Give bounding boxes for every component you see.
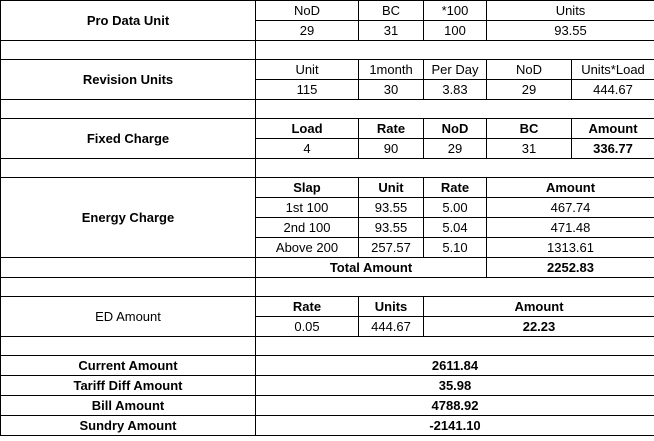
summary-label-current-amount: Current Amount bbox=[1, 356, 256, 376]
fixed-charge-label: Fixed Charge bbox=[1, 119, 256, 159]
fixed-charge-header-rate: Rate bbox=[359, 119, 424, 139]
fixed-charge-header-nod: NoD bbox=[424, 119, 487, 139]
energy-slap: 1st 100 bbox=[256, 198, 359, 218]
fixed-charge-load: 4 bbox=[256, 139, 359, 159]
summary-value-tariff-diff: 35.98 bbox=[256, 376, 654, 396]
energy-rate: 5.04 bbox=[424, 218, 487, 238]
spacer-row bbox=[1, 159, 654, 178]
pro-data-label: Pro Data Unit bbox=[1, 1, 256, 41]
energy-total-label: Total Amount bbox=[256, 258, 487, 278]
pro-data-header-bc: BC bbox=[359, 1, 424, 21]
summary-label-sundry-amount: Sundry Amount bbox=[1, 416, 256, 436]
fixed-charge-header-load: Load bbox=[256, 119, 359, 139]
energy-total-value: 2252.83 bbox=[487, 258, 654, 278]
pro-data-header-units: Units bbox=[487, 1, 654, 21]
spacer-row bbox=[1, 278, 654, 297]
summary-value-sundry-amount: -2141.10 bbox=[256, 416, 654, 436]
ed-rate: 0.05 bbox=[256, 317, 359, 337]
energy-unit: 257.57 bbox=[359, 238, 424, 258]
pro-data-bc: 31 bbox=[359, 21, 424, 41]
fixed-charge-header-row bbox=[1, 119, 654, 139]
energy-charge-header-row bbox=[1, 178, 654, 198]
fixed-charge-header-bc: BC bbox=[487, 119, 572, 139]
pro-data-x100: 100 bbox=[424, 21, 487, 41]
summary-row bbox=[1, 376, 654, 396]
ed-header-rate: Rate bbox=[256, 297, 359, 317]
fixed-charge-bc: 31 bbox=[487, 139, 572, 159]
spacer-row bbox=[1, 41, 654, 60]
energy-header-rate: Rate bbox=[424, 178, 487, 198]
energy-slap: 2nd 100 bbox=[256, 218, 359, 238]
summary-label-tariff-diff: Tariff Diff Amount bbox=[1, 376, 256, 396]
energy-header-amount: Amount bbox=[487, 178, 654, 198]
spacer-row bbox=[1, 100, 654, 119]
ed-amount-value: 22.23 bbox=[424, 317, 654, 337]
energy-unit: 93.55 bbox=[359, 198, 424, 218]
fixed-charge-header-amount: Amount bbox=[572, 119, 654, 139]
revision-unit: 115 bbox=[256, 80, 359, 100]
fixed-charge-amount: 336.77 bbox=[572, 139, 654, 159]
revision-nod: 29 bbox=[487, 80, 572, 100]
summary-row bbox=[1, 396, 654, 416]
revision-units-load: 444.67 bbox=[572, 80, 654, 100]
pro-data-units: 93.55 bbox=[487, 21, 654, 41]
pro-data-header-row bbox=[1, 1, 654, 21]
revision-header-row bbox=[1, 60, 654, 80]
summary-value-bill-amount: 4788.92 bbox=[256, 396, 654, 416]
summary-row bbox=[1, 356, 654, 376]
energy-header-unit: Unit bbox=[359, 178, 424, 198]
revision-header-units-load: Units*Load bbox=[572, 60, 654, 80]
energy-amount: 471.48 bbox=[487, 218, 654, 238]
ed-units: 444.67 bbox=[359, 317, 424, 337]
ed-amount-label: ED Amount bbox=[1, 297, 256, 337]
energy-rate: 5.10 bbox=[424, 238, 487, 258]
fixed-charge-rate: 90 bbox=[359, 139, 424, 159]
revision-header-unit: Unit bbox=[256, 60, 359, 80]
revision-header-1month: 1month bbox=[359, 60, 424, 80]
revision-1month: 30 bbox=[359, 80, 424, 100]
energy-slap: Above 200 bbox=[256, 238, 359, 258]
ed-header-units: Units bbox=[359, 297, 424, 317]
energy-header-slap: Slap bbox=[256, 178, 359, 198]
revision-header-nod: NoD bbox=[487, 60, 572, 80]
pro-data-nod: 29 bbox=[256, 21, 359, 41]
energy-rate: 5.00 bbox=[424, 198, 487, 218]
pro-data-header-nod: NoD bbox=[256, 1, 359, 21]
revision-per-day: 3.83 bbox=[424, 80, 487, 100]
summary-label-bill-amount: Bill Amount bbox=[1, 396, 256, 416]
energy-amount: 1313.61 bbox=[487, 238, 654, 258]
summary-value-current-amount: 2611.84 bbox=[256, 356, 654, 376]
energy-amount: 467.74 bbox=[487, 198, 654, 218]
energy-charge-label: Energy Charge bbox=[1, 178, 256, 258]
fixed-charge-nod: 29 bbox=[424, 139, 487, 159]
summary-row bbox=[1, 416, 654, 436]
energy-unit: 93.55 bbox=[359, 218, 424, 238]
revision-label: Revision Units bbox=[1, 60, 256, 100]
ed-header-amount: Amount bbox=[424, 297, 654, 317]
ed-header-row bbox=[1, 297, 654, 317]
energy-total-row bbox=[1, 258, 654, 278]
revision-header-per-day: Per Day bbox=[424, 60, 487, 80]
pro-data-header-x100: *100 bbox=[424, 1, 487, 21]
spacer-row bbox=[1, 337, 654, 356]
